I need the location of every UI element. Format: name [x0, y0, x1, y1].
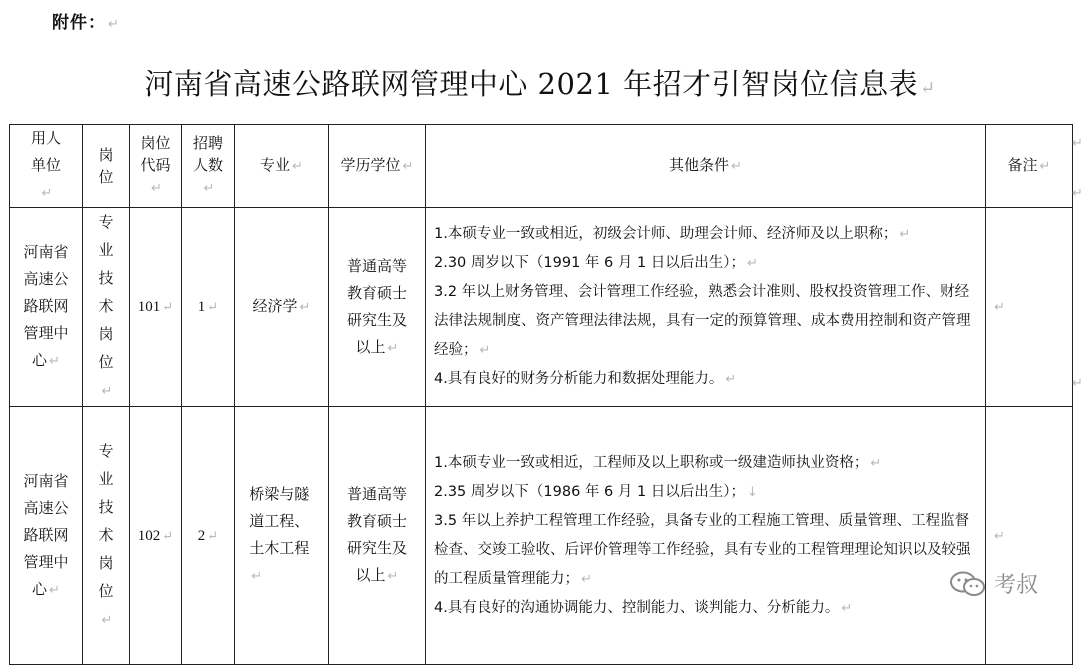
condition-line: 3.5 年以上养护工程管理工作经验，具备专业的工程施工管理、质量管理、工程监督检查、交竣工验收、后评价管理等工作经验，具有专业的工程管理理论知识以及较强的工程质量管理能力； ↵: [434, 512, 971, 587]
cell-unit: 河南省高速公路联网管理中心 ↵: [10, 208, 83, 407]
attachment-label: 附件： ↵: [52, 13, 120, 33]
condition-line: 4.具有良好的财务分析能力和数据处理能力。 ↵: [434, 371, 737, 387]
watermark: [948, 568, 1038, 599]
cell-degree: 普通高等教育硕士研究生及以上 ↵: [329, 208, 426, 407]
table-row: [10, 407, 1073, 665]
cell-conditions: [426, 407, 986, 665]
table-header-row: [10, 125, 1073, 208]
condition-line: 2.35 周岁以下（1986 年 6 月 1 日以后出生）； ↓: [434, 483, 758, 500]
header-code: 岗位代码↵: [130, 125, 182, 208]
header-remarks: 备注 ↵: [986, 125, 1073, 208]
cell-count: 1 ↵: [182, 208, 235, 407]
condition-line: 1.本硕专业一致或相近，工程师及以上职称或一级建造师执业资格； ↵: [434, 454, 882, 471]
cell-count: 2 ↵: [182, 407, 235, 665]
condition-line: 3.2 年以上财务管理、会计管理工作经验，熟悉会计准则、股权投资管理工作、财经法律法规制度、资产管理法律法规，具有一定的预算管理、成本费用控制和资产管理经验； ↵: [434, 284, 971, 358]
watermark-text: 考叔: [994, 573, 1039, 598]
header-position: 岗位: [83, 125, 130, 208]
positions-table: [9, 124, 1073, 665]
header-unit: 用人单位↵: [10, 125, 83, 208]
cell-remarks: ↵: [986, 407, 1073, 665]
cell-major: 桥梁与隧道工程、土木工程↵: [235, 407, 329, 665]
condition-line: 4.具有良好的沟通协调能力、控制能力、谈判能力、分析能力。 ↵: [434, 599, 853, 616]
table-row: [10, 208, 1073, 407]
header-major: 专业 ↵: [235, 125, 329, 208]
cell-conditions: [426, 208, 986, 407]
header-degree: 学历学位 ↵: [329, 125, 426, 208]
cell-remarks: ↵: [986, 208, 1073, 407]
condition-line: 2.30 周岁以下（1991 年 6 月 1 日以后出生）； ↵: [434, 255, 758, 271]
header-conditions: 其他条件 ↵: [426, 125, 986, 208]
row-end-mark: ↵: [1072, 136, 1083, 151]
cell-position: 专业技术岗位↵: [83, 208, 130, 407]
header-count: 招聘人数↵: [182, 125, 235, 208]
wechat-icon: [948, 570, 988, 598]
row-end-mark: ↵: [1072, 186, 1083, 201]
condition-line: 1.本硕专业一致或相近，初级会计师、助理会计师、经济师及以上职称； ↵: [434, 226, 911, 242]
cell-code: 101 ↵: [130, 208, 182, 407]
page-title: 河南省高速公路联网管理中心 2021 年招才引智岗位信息表 ↵: [144, 67, 936, 101]
row-end-mark: ↵: [1072, 376, 1083, 391]
cell-unit: 河南省高速公路联网管理中心 ↵: [10, 407, 83, 665]
cell-position: 专业技术岗位↵: [83, 407, 130, 665]
cell-major: 经济学 ↵: [235, 208, 329, 407]
cell-code: 102 ↵: [130, 407, 182, 665]
cell-degree: 普通高等教育硕士研究生及以上 ↵: [329, 407, 426, 665]
